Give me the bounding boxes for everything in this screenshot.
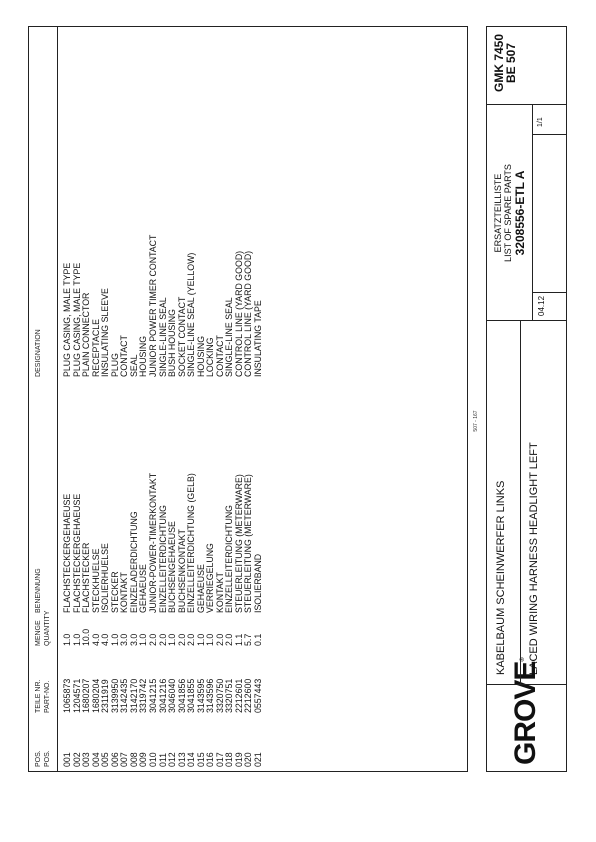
title-english: LACED WIRING HARNESS HEADLIGHT LEFT (528, 442, 540, 675)
part-number-cell: 3143595 (195, 678, 206, 713)
page-divider (532, 134, 566, 135)
table-row (111, 27, 121, 771)
quantity-cell: 2.0 (214, 633, 225, 646)
part-number-cell: 2311919 (100, 679, 111, 713)
part-number-cell: 1204571 (71, 678, 82, 713)
pos-cell: 020 (243, 752, 254, 767)
part-number-cell: 3041216 (157, 678, 168, 713)
designation-cell: INSULATING SLEEVE (100, 288, 111, 377)
table-row (120, 27, 130, 771)
benennung-cell: FLACHSTECKER (81, 542, 92, 613)
table-row (244, 27, 254, 771)
designation-cell: JUNIOR POWER TIMER CONTACT (147, 234, 158, 377)
part-number-cell: 3139950 (109, 678, 120, 713)
table-row (139, 27, 149, 771)
quantity-cell: 2.0 (224, 633, 235, 646)
header-part-no: TEILE NR. PART-NO. (35, 679, 51, 713)
designation-cell: PLAIN CONNECTOR (81, 292, 92, 377)
designation-cell: SINGLE-LINE SEAL (224, 297, 235, 377)
table-row (73, 27, 83, 771)
table-row (178, 27, 188, 771)
benennung-cell: JUNIOR-POWER-TIMERKONTAKT (147, 472, 158, 613)
benennung-cell: GEHAEUSE (195, 564, 206, 613)
pos-cell: 011 (157, 752, 168, 767)
pos-cell: 017 (214, 752, 225, 767)
table-row (149, 27, 159, 771)
designation-cell: CONTROL LINE (YARD GOOD) (233, 250, 244, 377)
list-label-english: LIST OF SPARE PARTS (503, 164, 513, 262)
table-row (225, 27, 235, 771)
benennung-cell: BUCHSENKONTAKT (176, 529, 187, 613)
title-block (486, 26, 567, 772)
quantity-cell: 1.0 (195, 633, 206, 646)
model-number: GMK 7450 (492, 33, 506, 93)
part-number-cell: 3320751 (224, 678, 235, 713)
pos-cell: 010 (147, 752, 158, 767)
benennung-cell: STEUERLEITUNG (METERWARE) (243, 474, 254, 613)
pos-cell: 006 (109, 752, 120, 767)
part-number-cell: 1680204 (90, 678, 101, 713)
title-divider (520, 321, 521, 685)
table-row (101, 27, 111, 771)
table-row (92, 27, 102, 771)
pos-cell: 002 (71, 752, 82, 767)
benennung-cell: EINZELLEITERDICHTUNG (GELB) (186, 473, 197, 613)
benennung-cell: EINZELADERDICHTUNG (128, 511, 139, 613)
document-date: 04.12 (537, 295, 546, 316)
quantity-cell: 2.0 (176, 633, 187, 646)
pos-cell: 016 (205, 752, 216, 767)
part-number-cell: 3320750 (214, 678, 225, 713)
quantity-cell: 5.7 (243, 633, 254, 646)
pos-cell: 014 (186, 752, 197, 767)
table-row (130, 27, 140, 771)
benennung-cell: STECKER (109, 571, 120, 613)
designation-cell: SINGLE-LINE SEAL (157, 297, 168, 377)
logo-divider (487, 684, 566, 685)
benennung-cell: ISOLIERHUELSE (100, 543, 111, 613)
part-number-cell: 3046040 (167, 678, 178, 713)
quantity-cell: 1.0 (205, 633, 216, 646)
table-row (63, 27, 73, 771)
benennung-cell: GEHAEUSE (138, 564, 149, 613)
part-number-cell: 3041856 (176, 678, 187, 713)
quantity-cell: 1.0 (109, 633, 120, 646)
quantity-cell: 1.0 (167, 633, 178, 646)
benennung-cell: KONTAKT (119, 572, 130, 613)
grove-logo: GROVE® (509, 658, 542, 765)
quantity-cell: 2.0 (157, 633, 168, 646)
table-row (82, 27, 92, 771)
table-row (159, 27, 169, 771)
header-designation: DESIGNATION (35, 329, 42, 377)
part-number-cell: 2212600 (243, 678, 254, 713)
part-number-cell: 3142170 (128, 678, 139, 713)
benennung-cell: FLACHSTECKERGEHAEUSE (71, 493, 82, 613)
quantity-cell: 3.0 (119, 633, 130, 646)
designation-cell: HOUSING (138, 335, 149, 377)
quantity-cell: 1.0 (62, 633, 72, 646)
designation-cell: SOCKET CONTACT (176, 296, 187, 377)
designation-cell: CONTACT (119, 335, 130, 377)
table-row (206, 27, 216, 771)
designation-cell: SEAL (128, 354, 139, 377)
benennung-cell: ISOLIERBAND (253, 553, 263, 613)
designation-cell: CONTACT (214, 335, 225, 377)
benennung-cell: STECKHUELSE (90, 548, 101, 613)
pos-cell: 009 (138, 752, 149, 767)
list-label-german: ERSATZTEILLISTE (493, 173, 503, 253)
pos-cell: 013 (176, 752, 187, 767)
designation-cell: SINGLE-LINE SEAL (YELLOW) (186, 252, 197, 377)
quantity-cell: 4.0 (90, 633, 101, 646)
part-number-cell: 1065873 (62, 678, 72, 713)
pos-cell: 004 (90, 752, 101, 767)
title-german: KABELBAUM SCHEINWERFER LINKS (495, 480, 507, 675)
designation-cell: LOCKING (205, 337, 216, 377)
part-number-cell: 0557443 (253, 678, 263, 713)
date-divider (532, 292, 566, 293)
designation-cell: PLUG (109, 353, 120, 377)
table-row (168, 27, 178, 771)
pos-cell: 019 (233, 752, 244, 767)
part-number-cell: 1680207 (81, 678, 92, 713)
benennung-cell: BUCHSENGEHAEUSE (167, 521, 178, 613)
page-reference: 507 - 167 (473, 410, 479, 432)
pos-cell: 018 (224, 752, 235, 767)
benennung-cell: EINZELLEITERDICHTUNG (224, 504, 235, 613)
quantity-cell: 1.1 (233, 633, 244, 646)
part-number-cell: 3142435 (119, 678, 130, 713)
benennung-cell: FLACHSTECKERGEHAEUSE (62, 493, 72, 613)
designation-cell: INSULATING TAPE (253, 300, 263, 377)
part-number-cell: 3041215 (147, 678, 158, 713)
quantity-cell: 3.0 (128, 633, 139, 646)
part-number-cell: 3319742 (138, 678, 149, 713)
quantity-cell: 2.0 (147, 633, 158, 646)
benennung-cell: KONTAKT (214, 572, 225, 613)
pos-cell: 001 (62, 752, 72, 767)
benennung-cell: VERRIEGELUNG (205, 543, 216, 613)
document-number: 3208556-ETL A (513, 170, 527, 256)
header-pos: POS. POS. (35, 750, 51, 767)
section-number: BE 507 (504, 42, 518, 84)
quantity-cell: 1.0 (138, 633, 149, 646)
header-quantity: MENGE QUANTITY (35, 610, 51, 646)
model-divider (487, 104, 566, 105)
page-number: 1/1 (537, 117, 544, 127)
model-block (493, 27, 517, 99)
designation-cell: HOUSING (195, 335, 206, 377)
designation-cell: CONTROL LINE (YARD GOOD) (243, 250, 254, 377)
part-number-cell: 3143596 (205, 678, 216, 713)
designation-cell: RECEPTACLE (90, 318, 101, 377)
doc-divider (532, 105, 533, 321)
pos-cell: 005 (100, 752, 111, 767)
header-divider (57, 27, 58, 771)
table-row (254, 27, 264, 771)
pos-cell: 007 (119, 752, 130, 767)
part-number-cell: 3041855 (186, 678, 197, 713)
header-benennung: BENENNUNG (35, 568, 42, 613)
quantity-cell: 10.0 (81, 628, 92, 646)
table-row (187, 27, 197, 771)
benennung-cell: STEUERLEITUNG (METERWARE) (233, 474, 244, 613)
table-row (235, 27, 245, 771)
pos-cell: 021 (253, 752, 263, 767)
quantity-cell: 2.0 (186, 633, 197, 646)
pos-cell: 003 (81, 752, 92, 767)
designation-cell: BUSH HOUSING (167, 309, 178, 377)
designation-cell: PLUG CASING, MALE TYPE (71, 262, 82, 377)
pos-cell: 008 (128, 752, 139, 767)
quantity-cell: 0.1 (253, 633, 263, 646)
designation-cell: PLUG CASING, MALE TYPE (62, 262, 72, 377)
table-row (197, 27, 207, 771)
quantity-cell: 4.0 (100, 633, 111, 646)
parts-table (28, 26, 468, 772)
table-row (216, 27, 226, 771)
pos-cell: 012 (167, 752, 178, 767)
quantity-cell: 1.0 (71, 633, 82, 646)
pos-cell: 015 (195, 752, 206, 767)
benennung-cell: EINZELLEITERDICHTUNG (157, 504, 168, 613)
part-number-cell: 2212601 (233, 678, 244, 713)
